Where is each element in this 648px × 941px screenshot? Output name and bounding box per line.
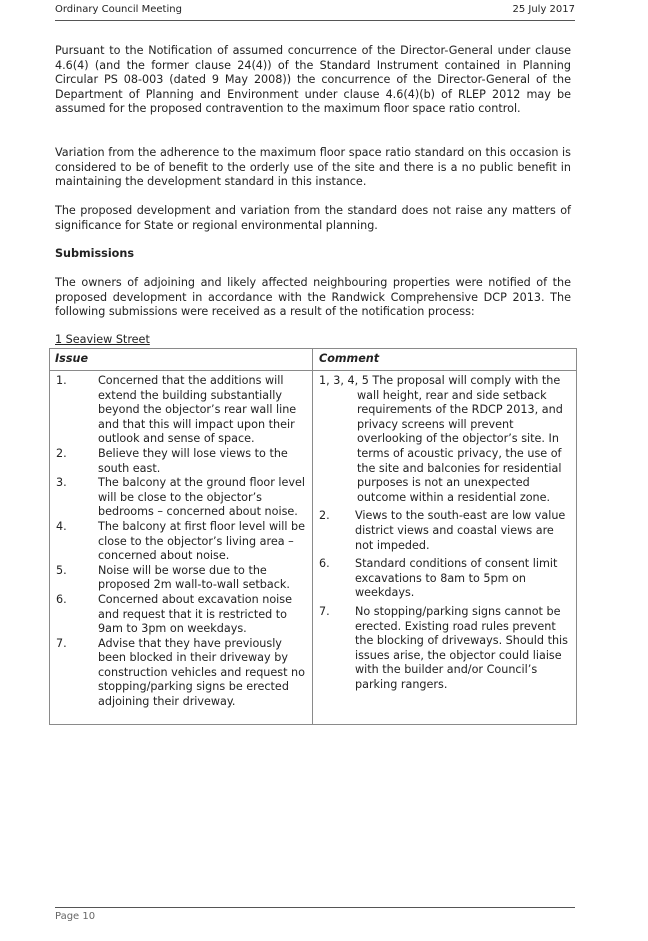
- comment-number: 7.: [319, 604, 330, 618]
- issue-number: 2.: [56, 446, 67, 460]
- comment-text: No stopping/parking signs cannot be erected. Existing road rules prevent the blocking of driveways. Should this issues arise, the objector could liaise with the builder and/or Council’s parking rangers.: [355, 604, 568, 691]
- issue-text: The balcony at the ground floor level will be close to the objector’s bedrooms – concerned about noise.: [98, 476, 306, 519]
- comment-number: 2.: [319, 509, 330, 523]
- page-header: [55, 2, 575, 21]
- comment-item: [319, 509, 573, 553]
- issue-text: Concerned about excavation noise and request that it is restricted to 9am to 3pm on weekdays.: [98, 592, 292, 636]
- issue-item: [56, 520, 306, 564]
- issue-item: [56, 476, 306, 520]
- issues-list: [56, 374, 306, 710]
- issue-item: [56, 374, 306, 447]
- issue-number: 4.: [56, 519, 67, 533]
- comment-item: 1, 3, 4, 5 The proposal will comply with the wall height, rear and side setback requirements of the RDCP 2013, and privacy screens will prevent overlooking of the objector’s site. In terms of acoustic privacy, the use of the site and balconies for residential purposes is not an unexpected outcome within a residential zone.: [319, 374, 563, 504]
- issue-item: [56, 447, 306, 476]
- concurrence-paragraph: Pursuant to the Notification of assumed concurrence of the Director-General under clause 4.6(4) (and the former clause 24(4)) of the Standard Instrument contained in Planning Circular PS 08-003 (dated 9 May 2008)) the concurrence of the Director-General of the Department of Planning and Environment under clause 4.6(4)(b) of RLEP 2012 may be assumed for the proposed contravention to the maximum floor space ratio control.: [55, 44, 571, 116]
- issue-number: 7.: [56, 636, 67, 650]
- issue-number: 1.: [56, 374, 67, 387]
- variation-paragraph: Variation from the adherence to the maximum floor space ratio standard on this occasion is considered to be of benefit to the orderly use of the site and there is a no public benefit in maintaining the development standard in this instance.: [55, 146, 571, 189]
- page-number: Page 10: [55, 911, 96, 922]
- issue-column-header: Issue: [55, 352, 89, 365]
- table-caption: 1 Seaview Street: [55, 333, 150, 346]
- issue-text: The balcony at first floor level will be close to the objector’s living area – concerned about noise.: [98, 519, 305, 563]
- comment-text: Views to the south-east are low value district views and coastal views are not impeded.: [355, 509, 566, 552]
- footer-divider: [55, 907, 575, 908]
- submissions-table: [49, 348, 577, 725]
- comment-number: 6.: [319, 557, 330, 571]
- issue-item: [56, 637, 306, 710]
- comment-text: Standard conditions of consent limit excavations to 8am to 5pm on weekdays.: [355, 557, 558, 600]
- issue-text: Concerned that the additions will extend the building substantially beyond the objector’s rear wall line and that this will impact upon their outlook and sense of space.: [98, 374, 297, 446]
- issue-text: Advise that they have previously been blocked in their driveway by construction vehicles and request no stopping/parking signs be erected adjoining their driveway.: [98, 636, 305, 709]
- comments-list: [319, 374, 573, 696]
- issue-item: [56, 564, 306, 593]
- meeting-date: 25 July 2017: [512, 4, 575, 15]
- comment-item: [319, 557, 573, 601]
- issue-number: 3.: [56, 476, 67, 490]
- comment-column-header: Comment: [319, 352, 380, 365]
- notification-paragraph: The owners of adjoining and likely affected neighbouring properties were notified of the proposed development in accordance with the Randwick Comprehensive DCP 2013. The following submissions were received as a result of the notification process:: [55, 276, 571, 319]
- issue-number: 5.: [56, 563, 67, 577]
- submissions-heading: Submissions: [55, 247, 134, 260]
- issue-text: Believe they will lose views to the south east.: [98, 446, 288, 475]
- issue-text: Noise will be worse due to the proposed 2m wall-to-wall setback.: [98, 563, 290, 592]
- significance-paragraph: The proposed development and variation from the standard does not raise any matters of significance for State or regional environmental planning.: [55, 204, 571, 232]
- column-divider: [312, 349, 313, 724]
- comment-item: [319, 605, 573, 693]
- issue-item: [56, 593, 306, 637]
- issue-number: 6.: [56, 592, 67, 606]
- meeting-title: Ordinary Council Meeting: [55, 4, 182, 15]
- header-divider: [50, 370, 576, 371]
